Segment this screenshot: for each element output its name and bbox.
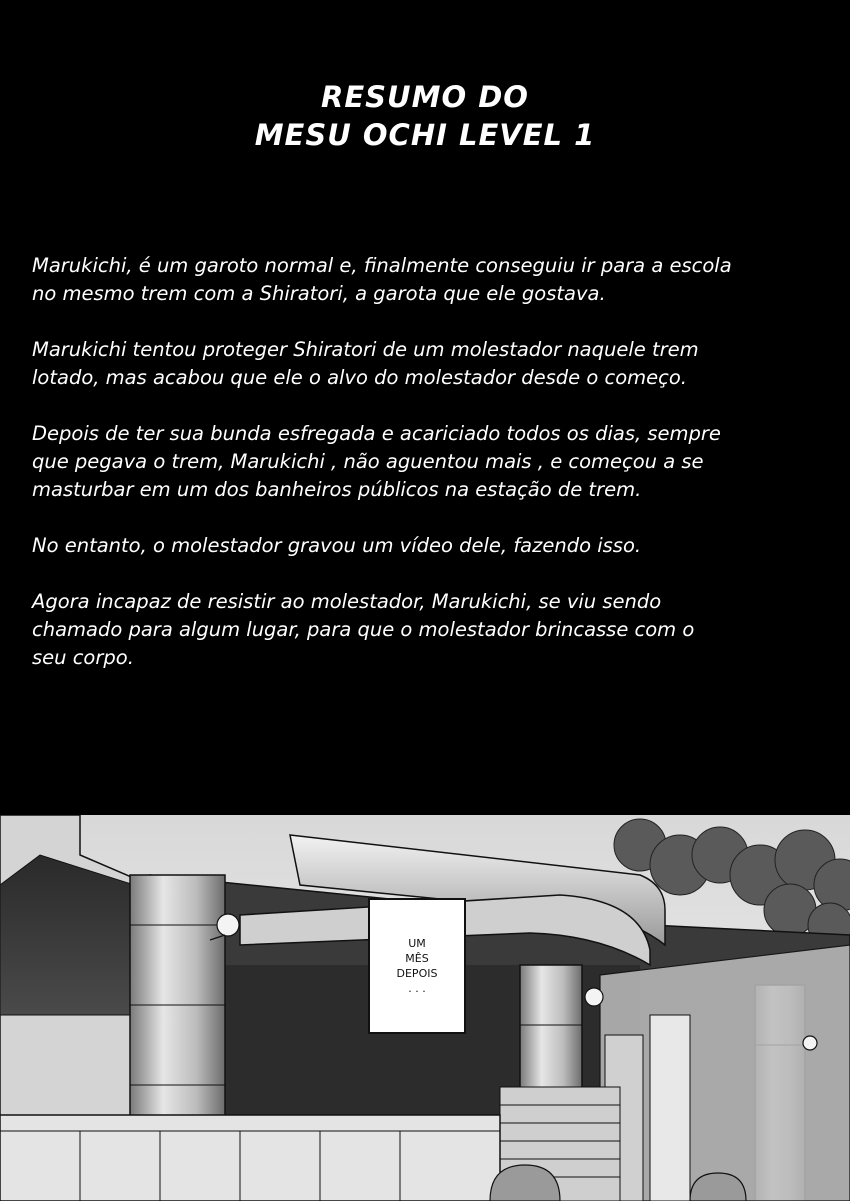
caption-line-2: MÊS (405, 952, 429, 965)
title-line-1: RESUMO DO (321, 80, 529, 114)
caption-line-3: DEPOIS (396, 967, 438, 980)
summary-paragraph-1: Marukichi, é um garoto normal e, finalmente conseguiu ir para a escola no mesmo trem com a Shiratori, a garota que ele gostava. (32, 254, 732, 305)
title-line-2: MESU OCHI LEVEL 1 (254, 118, 596, 152)
summary-paragraph-4: No entanto, o molestador gravou um vídeo dele, fazendo isso. (32, 534, 642, 557)
caption-line-1: UM (408, 937, 426, 950)
summary-title (0, 78, 850, 154)
time-skip-caption (368, 898, 466, 1034)
summary-paragraph-3: Depois de ter sua bunda esfregada e acariciado todos os dias, sempre que pegava o trem, Marukichi , não aguentou mais , e começou a se masturbar em um dos banheiros públicos na estação de trem. (32, 422, 721, 501)
caption-line-4: . . . (408, 982, 426, 995)
summary-paragraph-5: Agora incapaz de resistir ao molestador, Marukichi, se viu sendo chamado para algum lugar, para que o molestador brincasse com o seu corpo. (32, 590, 695, 669)
summary-paragraph-2: Marukichi tentou proteger Shiratori de um molestador naquele trem lotado, mas acabou que ele o alvo do molestador desde o começo. (32, 338, 699, 389)
summary-body (32, 252, 832, 700)
